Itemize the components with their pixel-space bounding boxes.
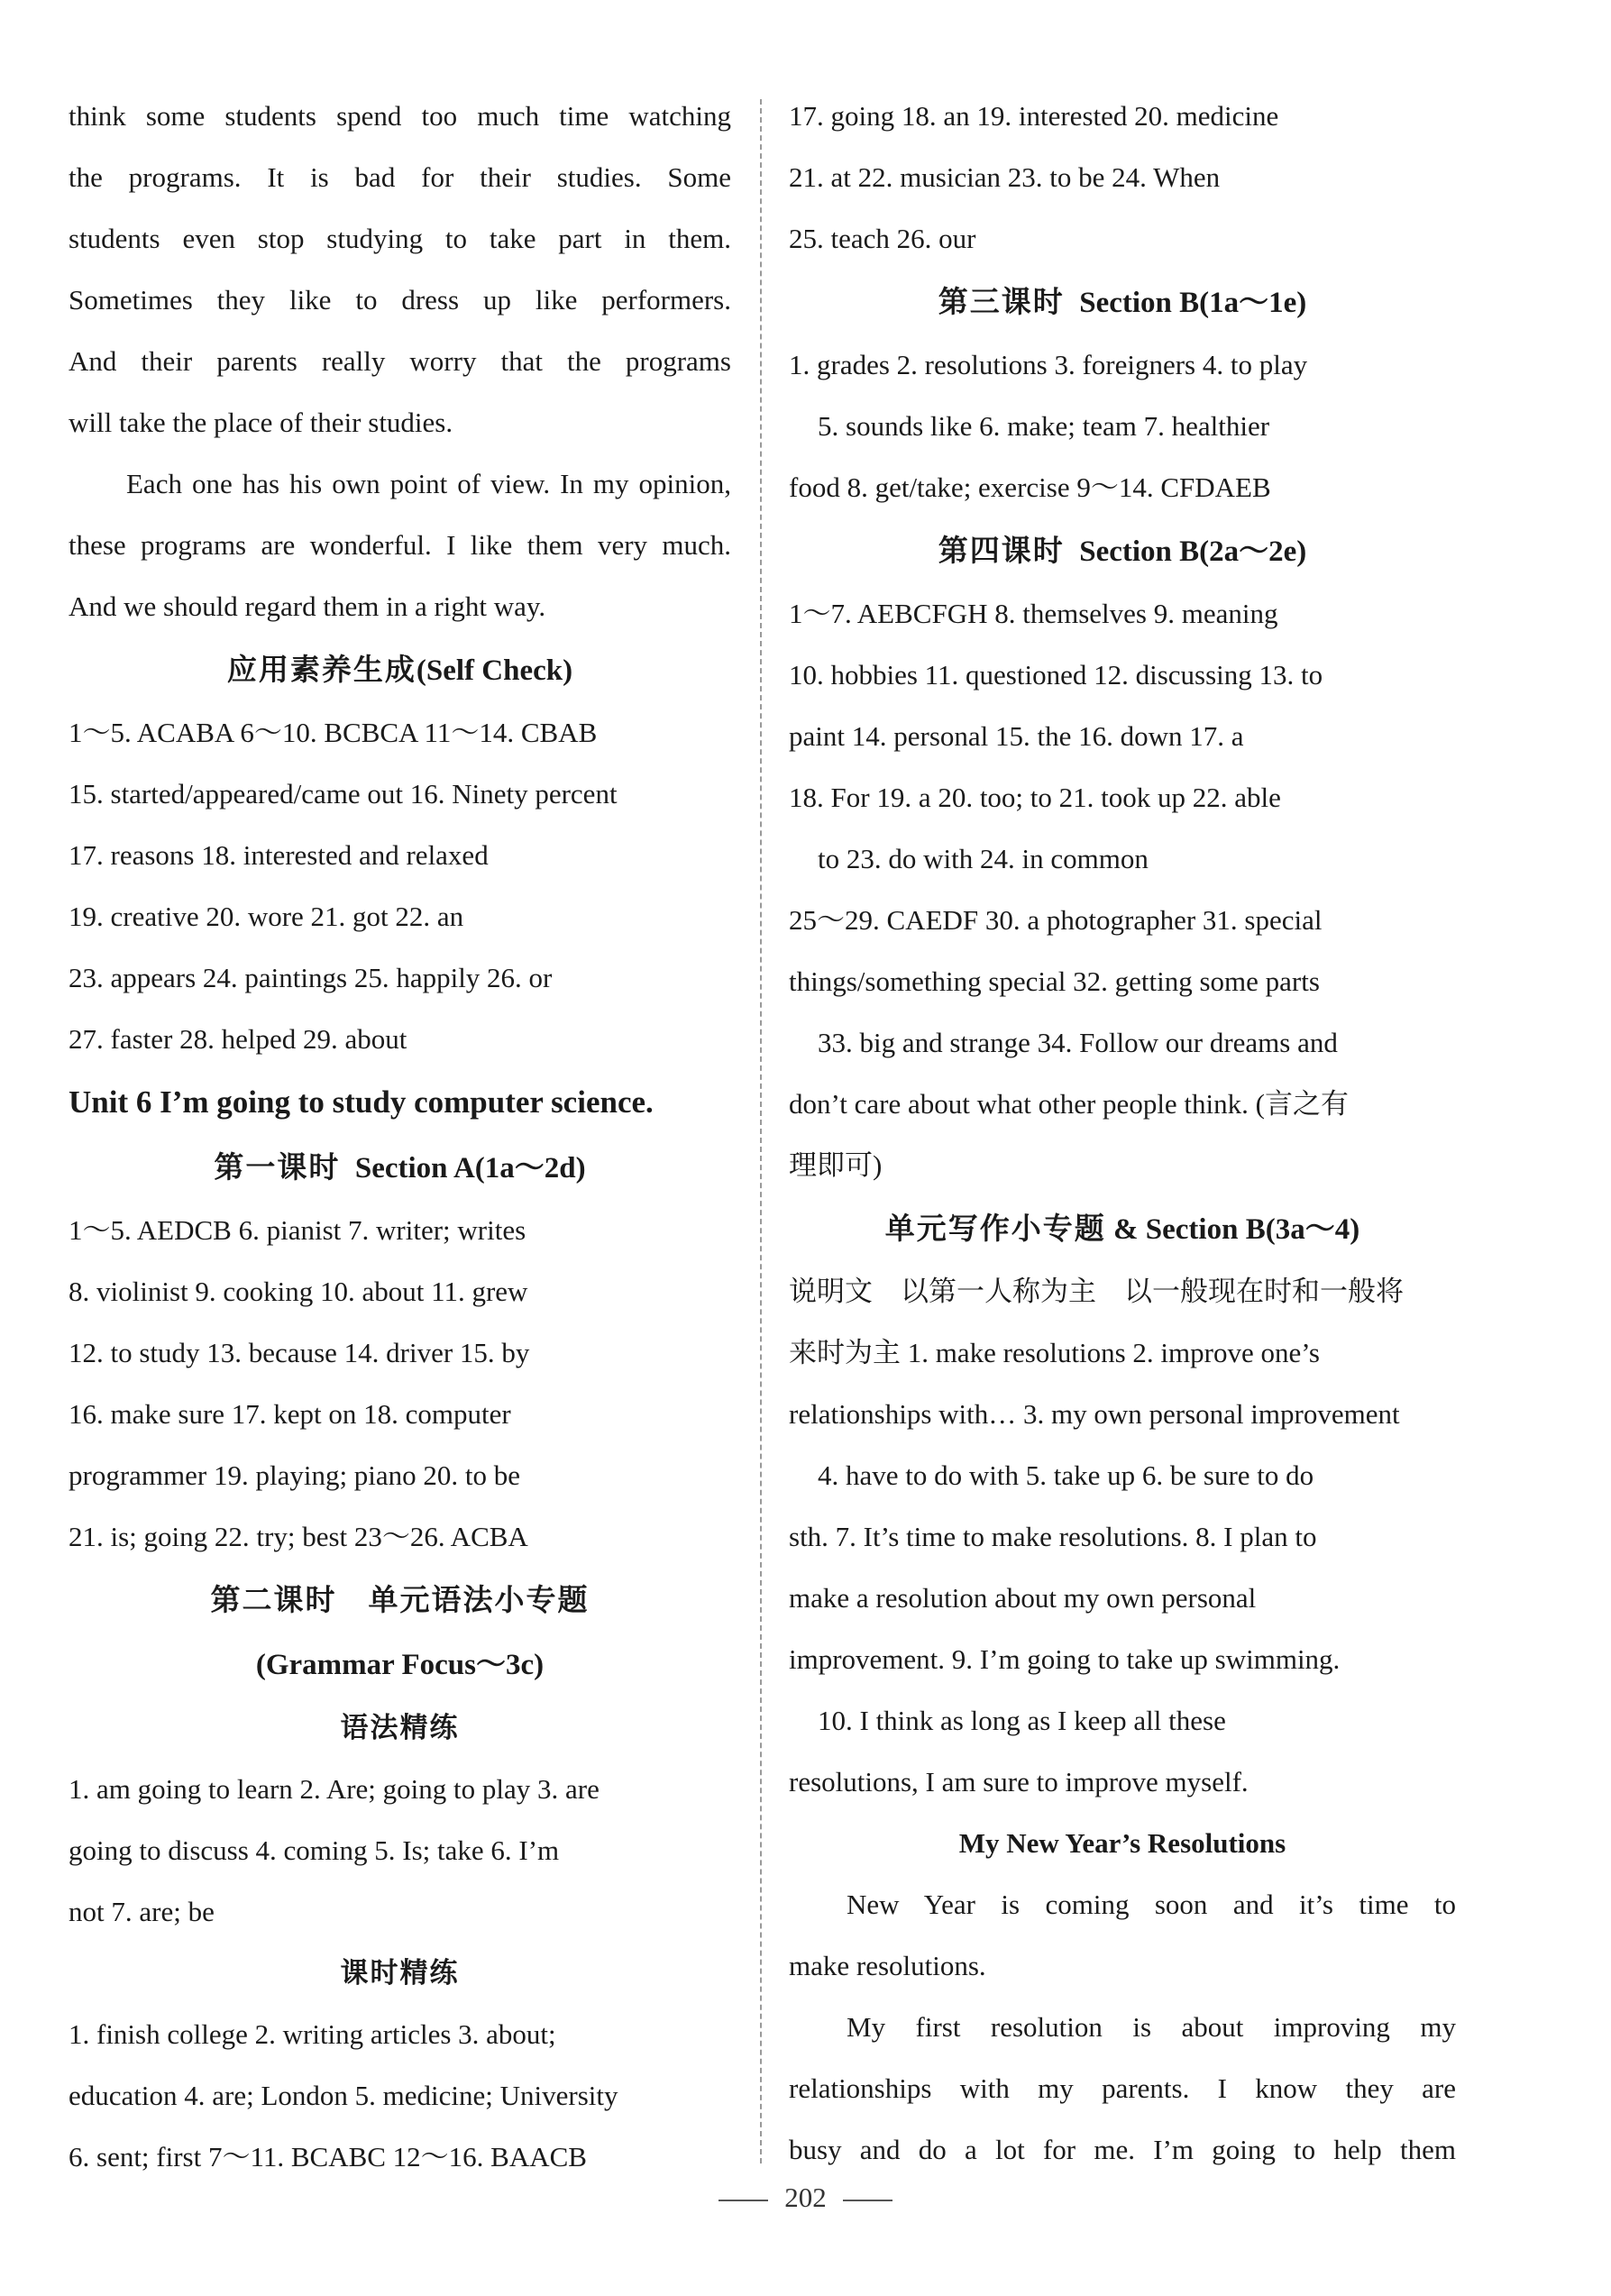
grammar-practice-title-text: 语法精练 [340, 1712, 460, 1744]
answer-line: relationships with… 3. my own personal improvement [789, 1398, 1400, 1430]
answer-line: don’t care about what other people think. (言之有 [789, 1088, 1349, 1120]
answer-line: 1. am going to learn 2. Are; going to play 3. are [69, 1773, 600, 1805]
lesson1-title-en: Section A(1a～2d) [354, 1152, 586, 1185]
answer-line: improvement. 9. I’m going to take up swimming. [789, 1643, 1341, 1675]
answer-line: going to discuss 4. coming 5. Is; take 6. I’m [69, 1834, 560, 1866]
answer-line: 16. make sure 17. kept on 18. computer [69, 1398, 511, 1430]
essay-line: these programs are wonderful. I like them very much. [69, 529, 731, 561]
writing-heading [789, 1196, 1456, 1261]
essay-line: the programs. It is bad for their studies. Some [69, 161, 731, 193]
answer-line: make a resolution about my own personal [789, 1582, 1257, 1614]
essay-line: And we should regard them in a right way. [69, 590, 546, 622]
answer-line: 10. I think as long as I keep all these [818, 1705, 1226, 1736]
lesson2-heading [69, 1568, 731, 1633]
essay-line: And their parents really worry that the programs [69, 345, 731, 377]
left-column [69, 86, 731, 2188]
answer-line: 5. sounds like 6. make; team 7. healthier [818, 410, 1270, 442]
answer-line: 21. at 22. musician 23. to be 24. When [789, 161, 1221, 193]
answer-line: to 23. do with 24. in common [818, 843, 1149, 874]
lesson-practice-title [69, 1943, 731, 2004]
writing-title-en: & Section B(3a～4) [1113, 1213, 1360, 1246]
answer-line: 1～7. AEBCFGH 8. themselves 9. meaning [789, 598, 1278, 629]
answer-line: food 8. get/take; exercise 9～14. CFDAEB [789, 471, 1271, 503]
essay-line: students even stop studying to take part in them. [69, 223, 731, 254]
essay-line: My first resolution is about improving my [847, 2011, 1456, 2043]
self-check-title-en: (Self Check) [416, 654, 573, 687]
essay-line: think some students spend too much time watching [69, 100, 731, 132]
answer-line: 6. sent; first 7～11. BCABC 12～16. BAACB [69, 2141, 587, 2173]
answer-line: things/something special 32. getting some parts [789, 965, 1320, 997]
answer-line: 10. hobbies 11. questioned 12. discussing 13. to [789, 659, 1323, 691]
lesson2-subheading: (Grammar Focus～3c) [255, 1649, 545, 1681]
answer-line: 1～5. ACABA 6～10. BCBCA 11～14. CBAB [69, 717, 598, 748]
essay-title: My New Year’s Resolutions [958, 1827, 1286, 1859]
footer-dash-left [719, 2200, 768, 2201]
answer-line: 17. reasons 18. interested and relaxed [69, 839, 489, 871]
answer-line: 25～29. CAEDF 30. a photographer 31. special [789, 904, 1323, 936]
grammar-practice-title [69, 1697, 731, 1759]
answer-line: 21. is; going 22. try; best 23～26. ACBA [69, 1521, 528, 1552]
self-check-title-cn: 应用素养生成 [226, 652, 416, 687]
answer-line: 说明文 以第一人称为主 以一般现在时和一般将 [789, 1276, 1404, 1307]
answer-line: education 4. are; London 5. medicine; University [69, 2080, 618, 2111]
answer-line: 来时为主 1. make resolutions 2. improve one’s [789, 1337, 1320, 1368]
lesson4-heading [789, 518, 1456, 583]
answer-line: programmer 19. playing; piano 20. to be [69, 1459, 521, 1491]
essay-line: Each one has his own point of view. In my opinion, [126, 468, 731, 499]
answer-line: 1. finish college 2. writing articles 3. about; [69, 2018, 556, 2050]
answer-line: 17. going 18. an 19. interested 20. medicine [789, 100, 1279, 132]
answer-line: 8. violinist 9. cooking 10. about 11. grew [69, 1276, 528, 1307]
answer-line: 27. faster 28. helped 29. about [69, 1023, 407, 1055]
essay-line: Sometimes they like to dress up like performers. [69, 284, 731, 316]
answer-line: 12. to study 13. because 14. driver 15. by [69, 1337, 530, 1368]
answer-line: sth. 7. It’s time to make resolutions. 8. I plan to [789, 1521, 1317, 1552]
unit-title: Unit 6 I’m going to study computer science. [69, 1084, 654, 1120]
lesson4-title-en: Section B(2a～2e) [1079, 535, 1307, 568]
page-footer [0, 2182, 1611, 2214]
answer-line: paint 14. personal 15. the 16. down 17. a [789, 720, 1244, 752]
essay-line: make resolutions. [789, 1950, 986, 1981]
answer-line: not 7. are; be [69, 1896, 215, 1927]
lesson2-title-cn: 第二课时 单元语法小专题 [210, 1582, 590, 1617]
self-check-heading [69, 637, 731, 702]
essay-line: New Year is coming soon and it’s time to [847, 1889, 1456, 1920]
essay-line: busy and do a lot for me. I’m going to help them [789, 2134, 1456, 2165]
answer-line: 18. For 19. a 20. too; to 21. took up 22. able [789, 782, 1281, 813]
lesson4-title-cn: 第四课时 [938, 533, 1065, 568]
lesson-practice-title-text: 课时精练 [340, 1957, 460, 1990]
right-column [789, 86, 1456, 2181]
writing-title-cn: 单元写作小专题 [884, 1211, 1106, 1246]
answer-line: 19. creative 20. wore 21. got 22. an [69, 901, 464, 932]
answer-line: 23. appears 24. paintings 25. happily 26. or [69, 962, 553, 993]
lesson3-heading [789, 270, 1456, 334]
essay-line: will take the place of their studies. [69, 407, 453, 438]
answer-line: resolutions, I am sure to improve myself. [789, 1766, 1249, 1797]
answer-line: 25. teach 26. our [789, 223, 976, 254]
answer-line: 4. have to do with 5. take up 6. be sure to do [818, 1459, 1314, 1491]
lesson3-title-cn: 第三课时 [938, 284, 1065, 319]
lesson3-title-en: Section B(1a～1e) [1079, 287, 1307, 319]
column-divider [760, 99, 762, 2163]
answer-line: 理即可) [789, 1149, 883, 1181]
footer-dash-right [843, 2200, 892, 2201]
page-number: 202 [784, 2182, 827, 2213]
lesson1-heading [69, 1135, 731, 1200]
answer-line: 33. big and strange 34. Follow our dreams and [818, 1027, 1338, 1058]
lesson1-title-cn: 第一课时 [214, 1149, 341, 1185]
answer-line: 15. started/appeared/came out 16. Ninety percent [69, 778, 618, 810]
answer-line: 1～5. AEDCB 6. pianist 7. writer; writes [69, 1214, 526, 1246]
essay-line: relationships with my parents. I know they are [789, 2072, 1456, 2104]
answer-line: 1. grades 2. resolutions 3. foreigners 4. to play [789, 349, 1308, 380]
